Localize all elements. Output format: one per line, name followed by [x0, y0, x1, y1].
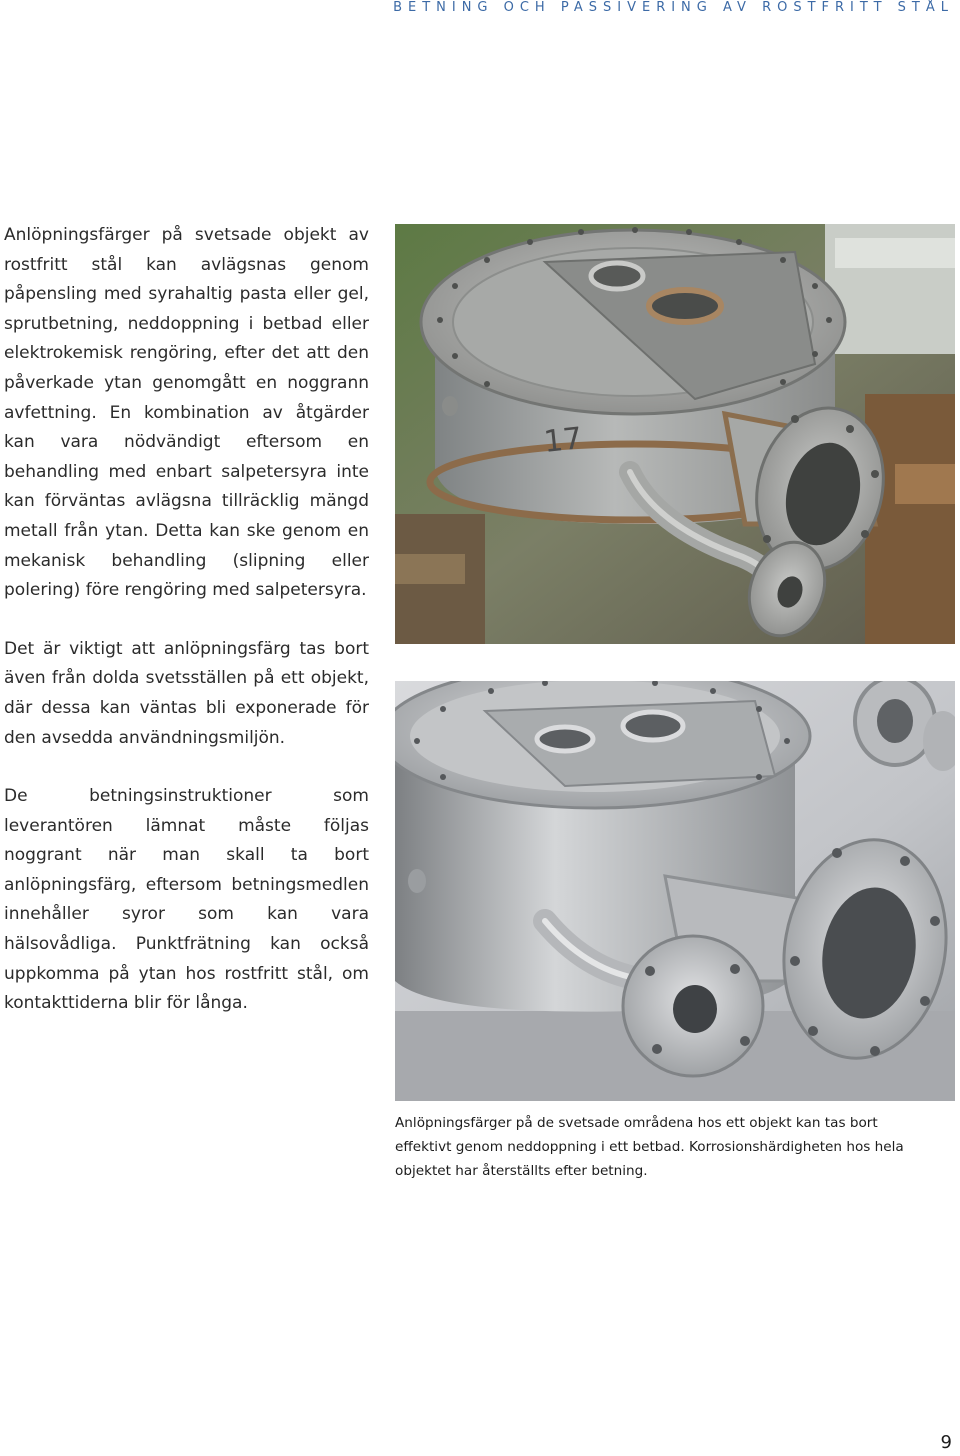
page-number: 9: [940, 1432, 952, 1453]
figure-caption: Anlöpningsfärger på de svetsade områdena hos ett objekt kan tas bort effektivt genom neddoppning i ett betbad. Korrosionshärdigheten hos hela objektet har återställts efter betning.: [395, 1115, 904, 1179]
running-head: BETNING OCH PASSIVERING AV ROSTFRITT STÅL: [393, 0, 954, 15]
vessel-before-illustration: [395, 224, 955, 644]
vessel-after-illustration: [395, 681, 955, 1101]
vessel-marking: 17: [542, 421, 584, 460]
photo-after-pickling: [395, 681, 955, 1101]
paragraph-1: Anlöpningsfärger på svetsade objekt av rostfritt stål kan avlägsnas genom påpensling med syrahaltig pasta eller gel, sprutbetning, neddoppning i betbad eller elektrokemisk rengöring, efter det att den påverkade ytan genomgått en noggrann avfettning. En kombination av åtgärder kan vara nödvändigt eftersom en behandling med enbart salpetersyra inte kan förväntas avlägsna tillräcklig mängd metall från ytan. Detta kan ske genom en mekanisk behandling (slipning eller polering) före rengöring med salpetersyra.: [4, 225, 369, 601]
paragraph-3: De betningsinstruktioner som leverantören lämnat måste följas noggrant när man skall ta bort anlöpningsfärg, eftersom betningsmedlen innehåller syror som kan vara hälsovådliga. Punktfrätning kan också uppkomma på ytan hos rostfritt stål, om kontakttiderna blir för långa.: [4, 786, 369, 1014]
photo-before-pickling: [395, 224, 955, 644]
paragraph-2: Det är viktigt att anlöpningsfärg tas bort även från dolda svetsställen på ett objekt, där dessa kan väntas bli exponerade för den avsedda användningsmiljön.: [4, 638, 369, 748]
body-text-column: [4, 221, 369, 1019]
